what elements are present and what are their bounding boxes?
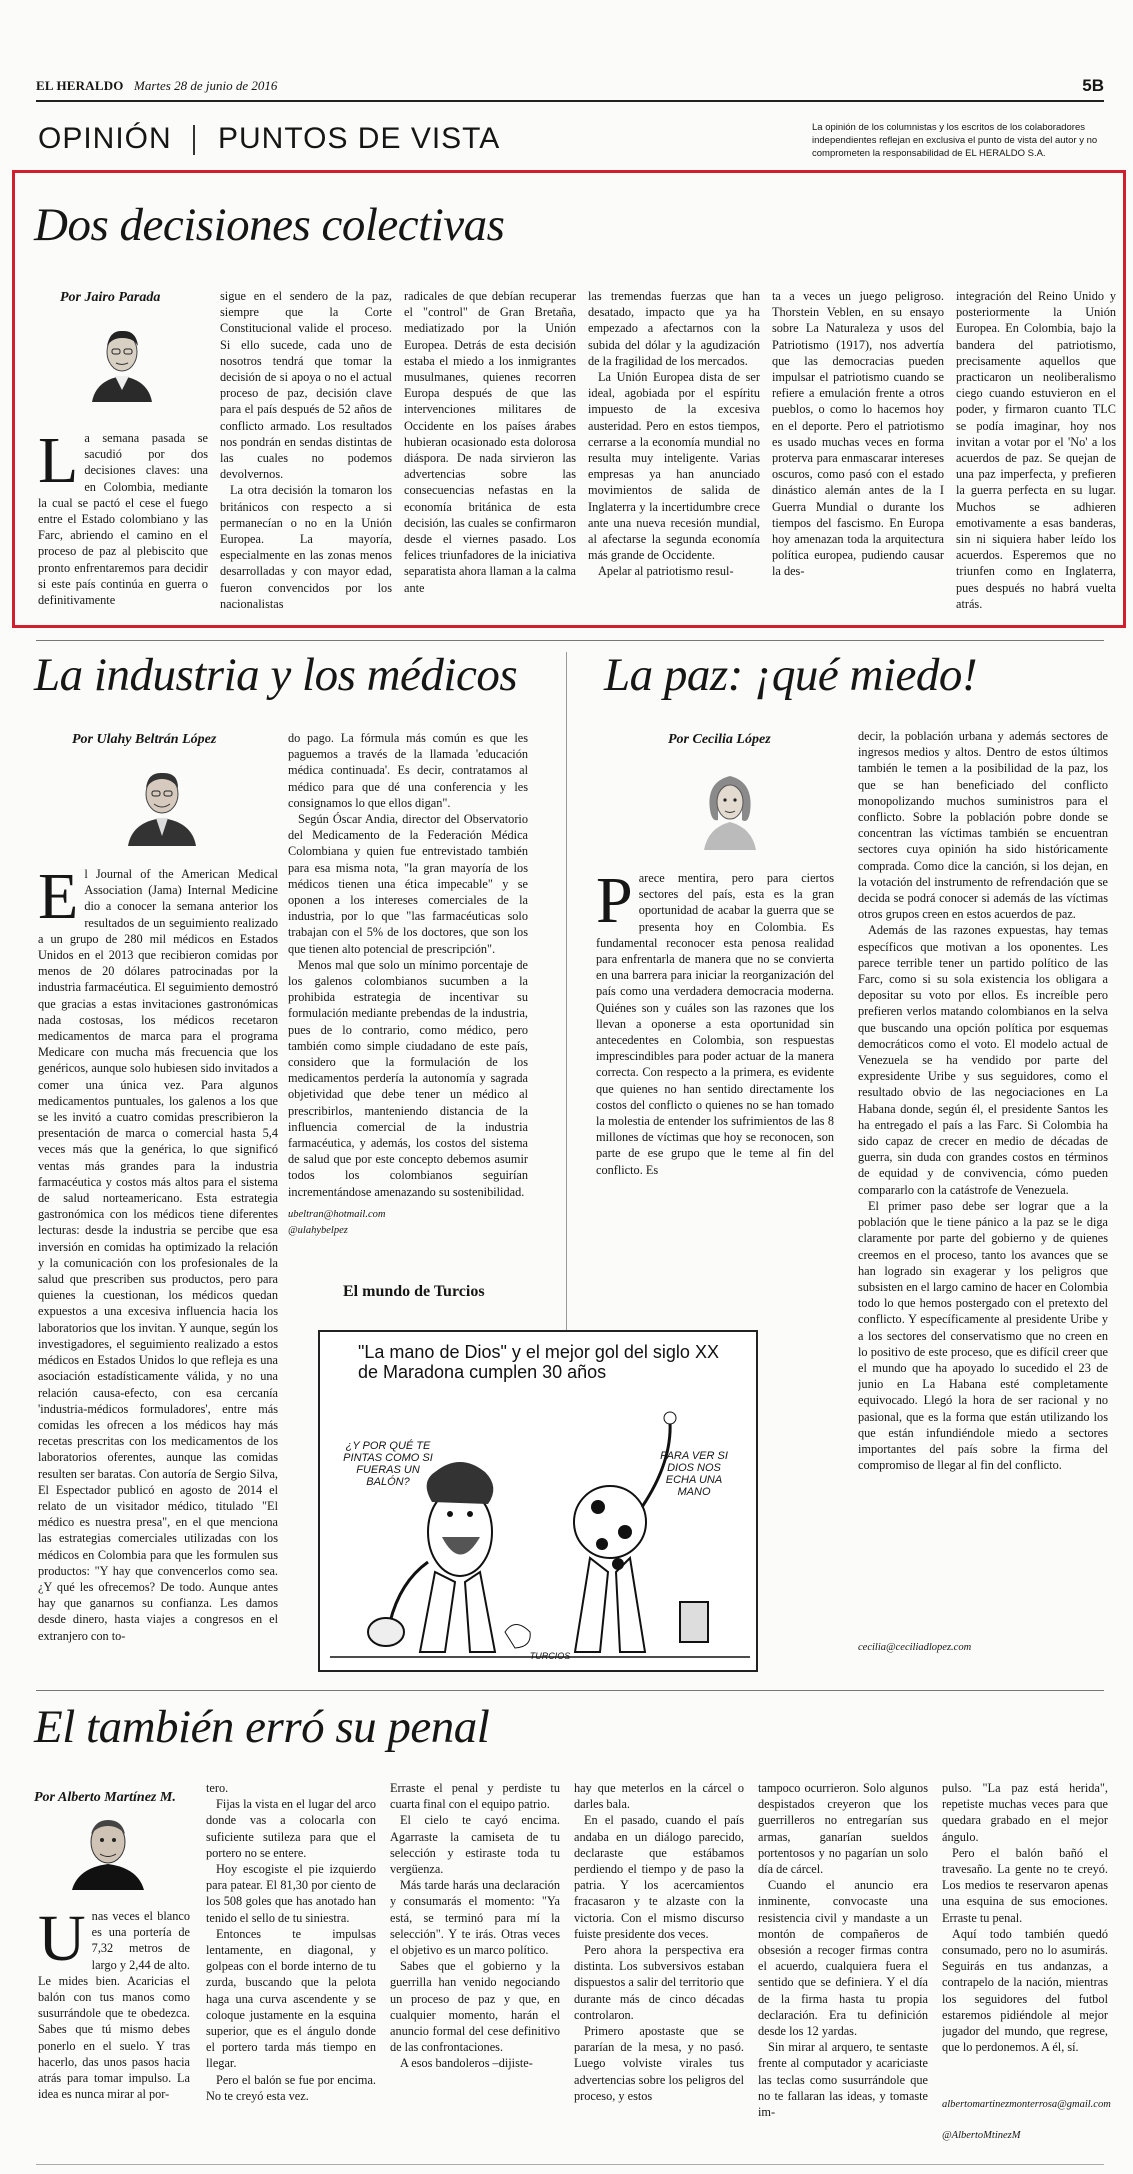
article4-column-5: tampoco ocurrieron. Solo algunos despistados creyeron que los guerrilleros no entregarían sus armas, ganarían sueldos portentosos y no pagarían un solo día de cárcel. Cuando el anuncio era inminente, convocaste una resistencia civil y mandaste a un montón de compañeros de obsesión a recoger firmas contra el acuerdo, cualquiera fuera el sentido que se definiera. Y el día de la firma hasta tu propia declaración. Era tu definición desde los 12 yardas. Sin mirar al arquero, te sentaste frente al computador y acariciaste las teclas como susurrándole que no te fallaran las ideas, y tomaste im- bbox=[758, 1781, 928, 2120]
article4-byline: Por Alberto Martínez M. bbox=[34, 1790, 176, 1805]
divider bbox=[36, 640, 1104, 641]
masthead-rule bbox=[36, 100, 1104, 102]
article1-column-4: las tremendas fuerzas que han desatado, impacto que ya ha empezado a afectarnos con la subida del dólar y la agudización de la fragilidad de los mercados. La Unión Europea dista de ser ideal, agobiada por el espíritu impuesto de la excesiva austeridad. Pero en estos tiempos, cerrarse a la economía mundial no resulta muy inteligente. Varias empresas ya han anunciado movimientos de salida de Inglaterra y la incertidumbre crece ante una nueva recesión mundial, al afectarse la segunda economía más grande de Occidente. Apelar al patriotismo resul- bbox=[588, 289, 760, 579]
article2-col1-text: l Journal of the American Medical Association (Jama) Internal Medicine dio a conocer la semana anterior los resultados de un seguimiento realizado a un grupo de 280 mil médicos en Estados Unidos en el 2013 que recibieron comidas por menos de 20 dólares patrocinadas por la industria farmacéutica. El seguimiento demostró que gracias a estas invitaciones gastronómicas nada costosas, los médicos recetaron medicamentos de marca para el programa Medicare con mucha más frecuencia que los genéricos, aunque solo hubiesen sido invitados a comer una única vez. Para algunos medicamentos puntuales, los galenos a los que se les invitó a cuatro comidas prescribieron la presentación de marca o comercial hasta 5,4 veces más que la genérica, lo que significó ventas más grandes para la industria farmacéutica y costos más altos para el sistema de salud norteamericano. Esta estrategia gastronómica con los médicos tiene diferentes lecturas: desde la industria se percibe que esa inversión en comidas ha optimizado la relación y la comunicación con los profesionales de la salud que prescriben sus productos, pero para quienes la cuestionan, los médicos quedan expuestos a una excesiva influencia hacia los laboratorios que los invitan. Y aunque, según los investigadores, el seguimiento realizado a estos médicos en Estados Unidos lo que refleja es una asociación estadísticamente válida, y no una relación causa-efecto, con esa cercanía 'industria-médicos formuladores', entre más comidas les ofrecen a los médicos hay más recetas prescritas con los medicamentos de los laboratorios oferentes, aunque las comidas resulten ser baratas. Con autoría de Sergio Silva, El Espectador publicó en agosto de 2014 el relato de un visitador médico, titulado "El médico es nuestra presa", en el que menciona las estrategias comerciales utilizadas con los médicos en Colombia para que les formulen sus productos: "Y hay que convencerlos como sea. ¿Y qué les ofrecemos? De todo. Aunque antes hay que ganarnos su confianza. Les damos desde dinero, hasta viajes a congresos en el extranjero con to- bbox=[38, 867, 278, 1643]
article4-col1-text: nas veces el blanco es una portería de 7,32 metros de largo y 2,44 de alto. Le mides bien. Acaricias el balón con tus manos como susurrándole que te obedezca. Sabes que tú mismo debes ponerlo en el suelo. Y tras hacerlo, das unos pasos hacia atrás para tomar impulso. La idea es nunca mirar al por- bbox=[38, 1909, 190, 2102]
cartoon-speech-right: PARA VER SI DIOS NOS ECHA UNA MANO bbox=[660, 1450, 728, 1498]
article1-title: Dos decisiones colectivas bbox=[34, 199, 505, 251]
article3-dropcap: P bbox=[596, 870, 633, 937]
article3-email[interactable]: cecilia@ceciliadlopez.com bbox=[858, 1642, 972, 1653]
article4-column-4: hay que meterlos en la cárcel o darles bala. En el pasado, cuando el país andaba en un diálogo parecido, declaraste que estábamos perdiendo el tiempo y de paso la patria. Y los acercamientos fracasaron y te alzaste con la victoria. Con el mismo discurso fuiste presidente dos veces. Pero ahora la perspectiva era distinta. Los subversivos estaban dispuestos a salir del territorio que durante más de cinco décadas controlaron. Primero apostaste que se pararían de la mesa, y no pasó. Luego volviste virales tus advertencias sobre los peligros del proceso, y estos bbox=[574, 1781, 744, 2103]
cartoon-signature: TURCIOS bbox=[529, 1651, 571, 1661]
article2-twitter[interactable]: @ulahybelpez bbox=[288, 1225, 348, 1236]
cartoon-caption: "La mano de Dios" y el mejor gol del siglo XX de Maradona cumplen 30 años bbox=[358, 1342, 719, 1382]
article4-twitter[interactable]: @AlbertoMtinezM bbox=[942, 2130, 1021, 2141]
divider bbox=[36, 1690, 1104, 1691]
article1-dropcap: L bbox=[38, 430, 79, 497]
author-portrait-cecilia-lopez bbox=[690, 760, 770, 850]
article2-byline: Por Ulahy Beltrán López bbox=[72, 732, 217, 747]
article3-col1-text: arece mentira, pero para ciertos sectores del país, esta es la gran oportunidad de acabar la guerra que se presenta hoy en Colombia. Es fundamental reconocer esta penosa realidad para enfrentarla de manera que no se convierta en una barrera para iniciar la reorganización del país como una verdadera democracia moderna. Quiénes son y cuáles son las razones que los llevan a oponerse a esta oportunidad sin antecedentes en Colombia, son respuestas imprescindibles para poder actuar de la manera correcta. Con respecto a la primera, es evidente que quienes no han sentido directamente los costos del conflicto o quienes no se han tomado la molestia de entender los sufrimientos de las 8 millones de víctimas que hoy se reconocen, son parte de ese grupo que le teme al fin del conflicto. Es bbox=[596, 871, 834, 1177]
section-subtitle: PUNTOS DE VISTA bbox=[218, 122, 501, 155]
article3-column-1 bbox=[596, 870, 834, 1246]
footer-rule bbox=[36, 2164, 1104, 2165]
article4-dropcap: U bbox=[38, 1908, 86, 1975]
page-number: 5B bbox=[1082, 76, 1104, 95]
article4-email[interactable]: albertomartinezmonterrosa@gmail.com bbox=[942, 2099, 1111, 2110]
article4-column-1 bbox=[38, 1908, 190, 2154]
article2-column-2: do pago. La fórmula más común es que les paguemos a través de la llamada 'educación médica continuada'. Es decir, contratamos al médico para que dé una conferencia y les consignamos lo que ellos digan". Según Óscar Andia, director del Observatorio del Medicamento de la Federación Médica Colombiana y quien fue entrevistado también para esa misma nota, "la gran mayoría de los médicos tienen una ética impecable" y se oponen a los intereses comerciales de la industria, por lo que "las farmacéuticas solo trabajan con el 5% de los doctores, que son los que tienen alto potencial de prescripción". Menos mal que solo un mínimo porcentaje de los galenos colombianos sucumben a la prohibida estrategia de incentivar su formulación mediante prebendas de la industria, pues de lo contrario, como médico, pero también como simple ciudadano de este país, considero que la formulación de los medicamentos perdería la autonomía y sagrada objetividad que debe tener un médico al prescribirlos, manteniendo distancia de la influencia comercial de la industria farmacéutica, y además, los costos del sistema de salud que por este concepto debemos asumir todos los colombianos seguirían incrementándose amenazando su sostenibilidad. bbox=[288, 731, 528, 1199]
cartoon-speech-left: ¿Y POR QUÉ TE PINTAS COMO SI FUERAS UN BALÓN? bbox=[343, 1440, 433, 1488]
article4-column-6: pulso. "La paz está herida", repetiste muchas veces para que quedara grabado en el mejor ángulo. Pero el balón bañó el travesaño. La gente no te creyó. Los medios te reservaron apenas una esquina de sus emociones. Erraste tu penal. Aquí todo también quedó consumado, pero no lo asumirás. Seguirás en tus andanzas, a contrapelo de la nación, mientras los seguidores del futbol estaremos pidiéndole al mejor jugador del mundo, que regrese, que lo perdonemos. A él, sí. bbox=[942, 1781, 1108, 2055]
cartoon bbox=[318, 1330, 758, 1672]
article1-column-5: ta a veces un juego peligroso. Thorstein Veblen, en su ensayo sobre La Naturaleza y usos del Patriotismo (1917), nos advertía que las democracias pueden impulsar el patriotismo cuando se refiere a emulación frente a otros pueblos, o como lo hacemos hoy en el deporte. Pero el patriotismo es usado muchas veces en forma proterva para enmascarar intereses oscuros, como pasó con el estado dinástico alemán antes de la I Guerra Mundial o durante los tiempos del fascismo. En Europa hoy amenazan toda la arquitectura política europea, pudiendo causar la des- bbox=[772, 289, 944, 579]
author-portrait-alberto-martinez bbox=[62, 1812, 154, 1890]
section-separator bbox=[193, 125, 195, 155]
article1-col1-text: a semana pasada se sacudió por dos decisiones claves: una en Colombia, mediante la cual se pactó el cese el fuego entre el Estado colombiano y las Farc, abriendo el camino en el proceso de paz al plebiscito que pronto enfrentaremos para decidir si este país continúa en guerra o definitivamente bbox=[38, 431, 208, 608]
article1-column-1 bbox=[38, 430, 208, 616]
article1-column-2: sigue en el sendero de la paz, siempre que la Corte Constitucional valide el proceso. Si ello sucede, cada uno de nosotros tendrá que tomar la decisión de si apoya o no el actual proceso de paz, decisión clave para el país después de 52 años de conflicto armado. Los resultados nos pondrán en sendas distintas de las cuales no podemos devolvernos. La otra decisión la tomaron los británicos con respecto a si permanecían o no en la Unión Europea. La mayoría, especialmente en las zonas menos desarrolladas y con mayor edad, fueron convencidos por los nacionalistas bbox=[220, 289, 392, 611]
article3-column-2: decir, la población urbana y además sectores de ingresos medios y altos. Dentro de estos últimos también le temen a la posibilidad de la paz, los que se han beneficiado del conflicto monopolizando muchos suministros para el conflicto. Sobre la población pobre donde se concentran las víctimas también se encuentran sectores cuya opinión ha sido históricamente comprada. Como dice la canción, si los dejan, en la votación del instrumento de refrendación que se decida se podrá conocer si además de las víctimas otros grupos creen en estos acuerdos de paz. Además de las razones expuestas, hay temas específicos que motivan a los oponentes. Les parece terrible tener un partido político de las Farc, como si su sola existencia los obligara a depositar su voto por ellos. Es increíble pero prefieren verlos matando colombianos en la selva que buscando una opción política por esquemas democráticos como el voto. El modelo actual de Venezuela se ha vendido por parte del expresidente Uribe y sus seguidores, como el resultado obvio de las negociaciones en La Habana donde, según él, el presidente Santos les ha entregado el país a las Farc. Si Colombia ha sido capaz de crecer en medio de décadas de guerra, sin duda con grandes costos en términos de equidad y de convivencia, cómo pueden compararlo con la catástrofe de Venezuela. El primer paso debe ser lograr que a la población que le tiene pánico a la paz se le diga claramente por parte del gobierno y de quienes creemos en el proceso, tanto los avances que se han logrado sin exagerar y los peligros que subsisten en el largo camino de hacer en Colombia todo lo que hemos postergado con el pretexto del conflicto. Y específicamente al presidente Uribe y a los sectores del conservatismo que no creen en lo positivo de este proceso, que es difícil creer que el mundo que ha apoyado lo sucedido el 23 de junio en La Habana esté completamente equivocado. Llegó la hora de ser racional y no pasional, que es la forma que están utilizando los que están infundiéndole miedo a sectores importantes del país sobre la firma del compromiso de llegar al fin del conflicto. bbox=[858, 729, 1108, 1473]
section-title: OPINIÓN bbox=[38, 122, 172, 155]
article3-byline: Por Cecilia López bbox=[668, 732, 771, 747]
disclaimer: La opinión de los columnistas y los escritos de los colaboradores independientes reflejan en exclusiva el punto de vista del autor y no comprometen la responsabilidad de EL HERALDO S.A. bbox=[812, 122, 1098, 159]
masthead bbox=[36, 76, 1104, 100]
article2-column-1 bbox=[38, 866, 278, 1686]
article4-column-2: tero. Fijas la vista en el lugar del arco donde vas a colocarla con suficiente sutileza para que el portero no se entere. Hoy escogiste el pie izquierdo para patear. El 81,30 por ciento de los 508 goles que has anotado han tenido el sello de tu siniestra. Entonces te impulsas lentamente, en diagonal, y golpeas con el borde interno de tu zurda, buscando que la pelota haga una curva ascendente y se coloque justamente en la esquina superior, que es el ángulo donde el portero tarda más tiempo en llegar. Pero el balón se fue por encima. No te creyó esta vez. bbox=[206, 1781, 376, 2103]
article2-title: La industria y los médicos bbox=[34, 649, 518, 701]
article4-column-3: Erraste el penal y perdiste tu cuarta final con el equipo patrio. El cielo te cayó encima. Agarraste la camiseta de tu selección y estiraste toda tu vergüenza. Más tarde harás una declaración y consumarás el momento: "Ya está, se terminó para mí la selección". Y te irás. Otras veces el objetivo es un marco político. Sabes que el gobierno y la guerrilla han venido negociando un proceso de paz y que, en cualquier momento, harán el anuncio formal del cese definitivo de las confrontaciones. A esos bandoleros –dijiste- bbox=[390, 1781, 560, 2071]
author-portrait-ulahy-beltran bbox=[120, 760, 204, 846]
cartoon-section-title: El mundo de Turcios bbox=[343, 1283, 485, 1300]
newspaper-name: EL HERALDO bbox=[36, 78, 124, 93]
issue-date: Martes 28 de junio de 2016 bbox=[134, 78, 278, 93]
article1-column-3: radicales de que debían recuperar el "control" de Gran Bretaña, mediatizado por la Unión Europea. Detrás de esta decisión estaba el miedo a los inmigrantes musulmanes, quienes recorren Europa después de que las intervenciones militares de Occidente en los países árabes hubieran ocasionado esta dolorosa diáspora. De nada sirvieron las advertencias sobre las consecuencias nefastas en la economía británica de esta decisión, las cuales se confirmaron desde el viernes pasado. Los felices triunfadores de la iniciativa separatista ahora llaman a la calma ante bbox=[404, 289, 576, 595]
author-portrait-jairo-parada bbox=[82, 318, 162, 402]
article2-dropcap: E bbox=[38, 866, 79, 933]
article4-title: El también erró su penal bbox=[34, 1701, 490, 1753]
article1-column-6: integración del Reino Unido y posteriormente la Unión Europea. En Colombia, bajo la bandera del patriotismo, precisamente aquellos que practicaron un neoliberalismo ciego cuando estuvieron en el poder, y firmaron cuanto TLC se podía imaginar, hoy nos invitan a votar por el 'No' a los acuerdos de paz. Se quejan de una paz imperfecta, y prefieren la guerra perfecta en su lugar. Muchos se adhieren emotivamente a esas banderas, sin ni siquiera haber leído los acuerdos. Esperemos que no triunfen como en Inglaterra, pues después no habrá vuelta atrás. bbox=[956, 289, 1116, 611]
article2-email[interactable]: ubeltran@hotmail.com bbox=[288, 1209, 386, 1220]
article1-byline: Por Jairo Parada bbox=[60, 290, 161, 305]
article3-title: La paz: ¡qué miedo! bbox=[604, 649, 977, 701]
cartoon-drawing bbox=[320, 1332, 758, 1672]
